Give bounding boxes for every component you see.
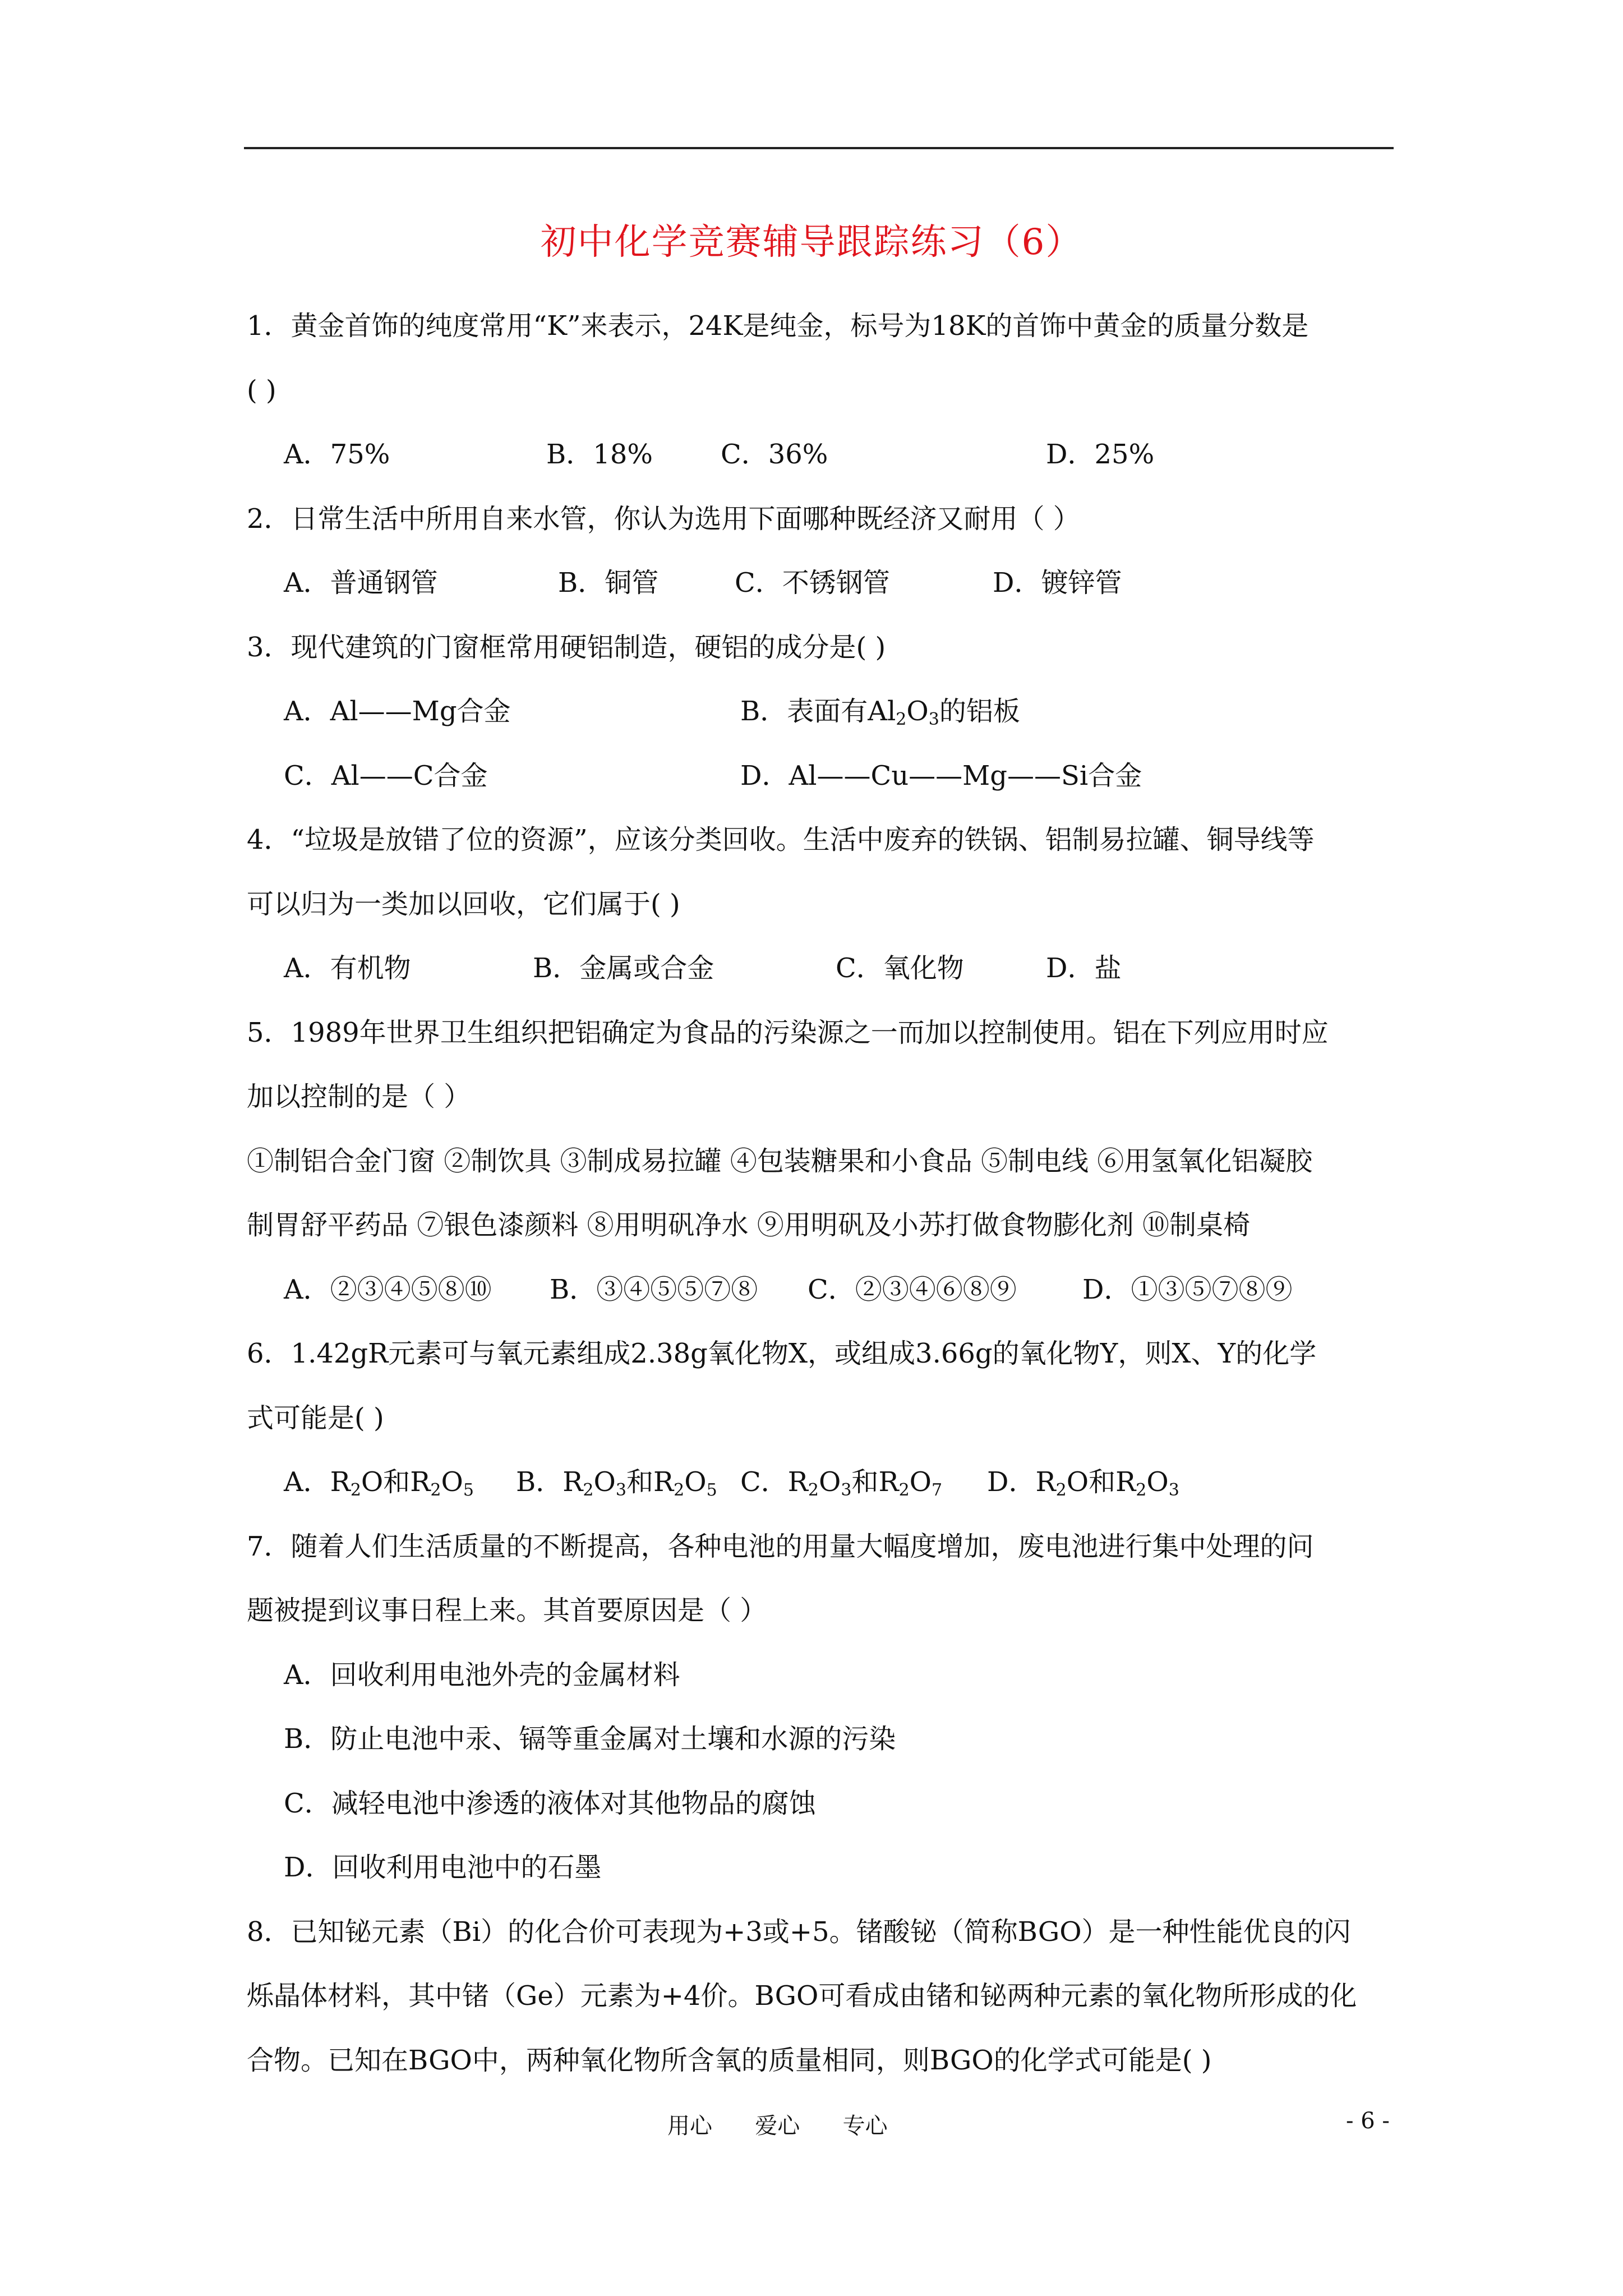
q5-option-d: D．①③⑤⑦⑧⑨	[1082, 1273, 1293, 1305]
q4-options	[247, 936, 1396, 1001]
q7-stem-line1: 7．随着人们生活质量的不断提高，各种电池的用量大幅度增加，废电池进行集中处理的问	[247, 1530, 1314, 1562]
q4-option-a: A．有机物	[284, 953, 411, 984]
q6-stem-line2: 式可能是( )	[247, 1402, 384, 1434]
q1-option-d: D．25%	[1046, 439, 1155, 470]
q5-list-line2: 制胃舒平药品 ⑦银色漆颜料 ⑧用明矾净水 ⑨用明矾及小苏打做食物膨化剂 ⑩制桌椅	[247, 1209, 1251, 1241]
q7-stem-line2: 题被提到议事日程上来。其首要原因是（ ）	[247, 1595, 767, 1626]
header-rule	[244, 147, 1394, 149]
q6-option-c: C．$R_2O_3$和$R_2O_7$	[740, 1466, 943, 1500]
q8-stem-line3: 合物。已知在BGO中，两种氧化物所含氧的质量相同，则BGO的化学式可能是( )	[247, 2044, 1212, 2076]
q3-option-c: C．Al——C合金	[284, 760, 488, 792]
q1-stem-line1: 1．黄金首饰的纯度常用“K”来表示，24K是纯金，标号为18K的首饰中黄金的质量分数是	[247, 310, 1309, 342]
q4-stem-line1: 4．“垃圾是放错了位的资源”，应该分类回收。生活中废弃的铁锅、铝制易拉罐、铜导线等	[247, 824, 1315, 855]
q6-option-d: D．$R_2O$和$R_2O_3$	[987, 1466, 1179, 1500]
page-title: 初中化学竞赛辅导跟踪练习（6）	[540, 222, 1083, 263]
q5-option-b: B．③④⑤⑤⑦⑧	[550, 1273, 758, 1305]
q1-stem-line2: ( )	[247, 374, 276, 406]
q4-option-b: B．金属或合金	[533, 953, 714, 984]
q7-option-c: C．减轻电池中渗透的液体对其他物品的腐蚀	[284, 1787, 816, 1819]
q6-option-b: B．$R_2O_3$和$R_2O_5$	[516, 1466, 717, 1500]
q4-option-c: C．氧化物	[836, 953, 964, 984]
q1-options	[247, 422, 1396, 487]
q3-option-b: B．表面有$Al_2O_3$的铝板	[740, 696, 1020, 729]
question-list	[247, 294, 1396, 2092]
q3-option-d: D．Al——Cu——Mg——Si合金	[740, 760, 1142, 792]
q5-list-line1: ①制铝合金门窗 ②制饮具 ③制成易拉罐 ④包装糖果和小食品 ⑤制电线 ⑥用氢氧化铝凝胶	[247, 1145, 1313, 1177]
q5-stem-line1: 5．1989年世界卫生组织把铝确定为食品的污染源之一而加以控制使用。铝在下列应用时应	[247, 1016, 1329, 1048]
q8-stem-line1: 8．已知铋元素（Bi）的化合价可表现为+3或+5。锗酸铋（简称BGO）是一种性能优良的闪	[247, 1916, 1351, 1948]
q2-stem-line1: 2．日常生活中所用自来水管，你认为选用下面哪种既经济又耐用（ ）	[247, 503, 1080, 535]
q6-option-a: A．$R_2O$和$R_2O_5$	[284, 1466, 474, 1500]
q7-option-b: B．防止电池中汞、镉等重金属对土壤和水源的污染	[284, 1723, 896, 1755]
q5-option-c: C．②③④⑥⑧⑨	[808, 1273, 1017, 1305]
page-number: - 6 -	[1346, 2108, 1390, 2134]
q3-stem-line1: 3．现代建筑的门窗框常用硬铝制造，硬铝的成分是( )	[247, 631, 886, 663]
q1-option-a: A．75%	[284, 439, 390, 470]
footer-motto: 用心 爱心 专心	[667, 2113, 888, 2139]
q3-option-a: A．Al——Mg合金	[284, 696, 511, 727]
q2-options	[247, 551, 1396, 615]
q1-option-c: C．36%	[721, 439, 828, 470]
q3-options-ab	[247, 679, 1396, 744]
q2-option-a: A．普通钢管	[284, 567, 438, 599]
q7-option-d: D．回收利用电池中的石墨	[284, 1852, 602, 1883]
q4-option-d: D．盐	[1046, 953, 1122, 984]
q8-stem-line2: 烁晶体材料，其中锗（Ge）元素为+4价。BGO可看成由锗和铋两种元素的氧化物所形成的化	[247, 1980, 1357, 2012]
q5-option-a: A．②③④⑤⑧⑩	[284, 1273, 492, 1305]
q3-options-cd	[247, 744, 1396, 808]
q7-option-a: A．回收利用电池外壳的金属材料	[284, 1659, 680, 1691]
q6-stem-line1: 6．1.42gR元素可与氧元素组成2.38g氧化物X，或组成3.66g的氧化物Y，则X、Y的化学	[247, 1338, 1317, 1369]
q1-option-b: B．18%	[546, 439, 653, 470]
q5-stem-line2: 加以控制的是（ ）	[247, 1081, 471, 1112]
q2-option-d: D．镀锌管	[993, 567, 1122, 599]
q2-option-b: B．铜管	[558, 567, 659, 599]
q6-options	[247, 1450, 1396, 1515]
q5-options	[247, 1258, 1396, 1322]
q2-option-c: C．不锈钢管	[735, 567, 890, 599]
q4-stem-line2: 可以归为一类加以回收，它们属于( )	[247, 888, 680, 920]
